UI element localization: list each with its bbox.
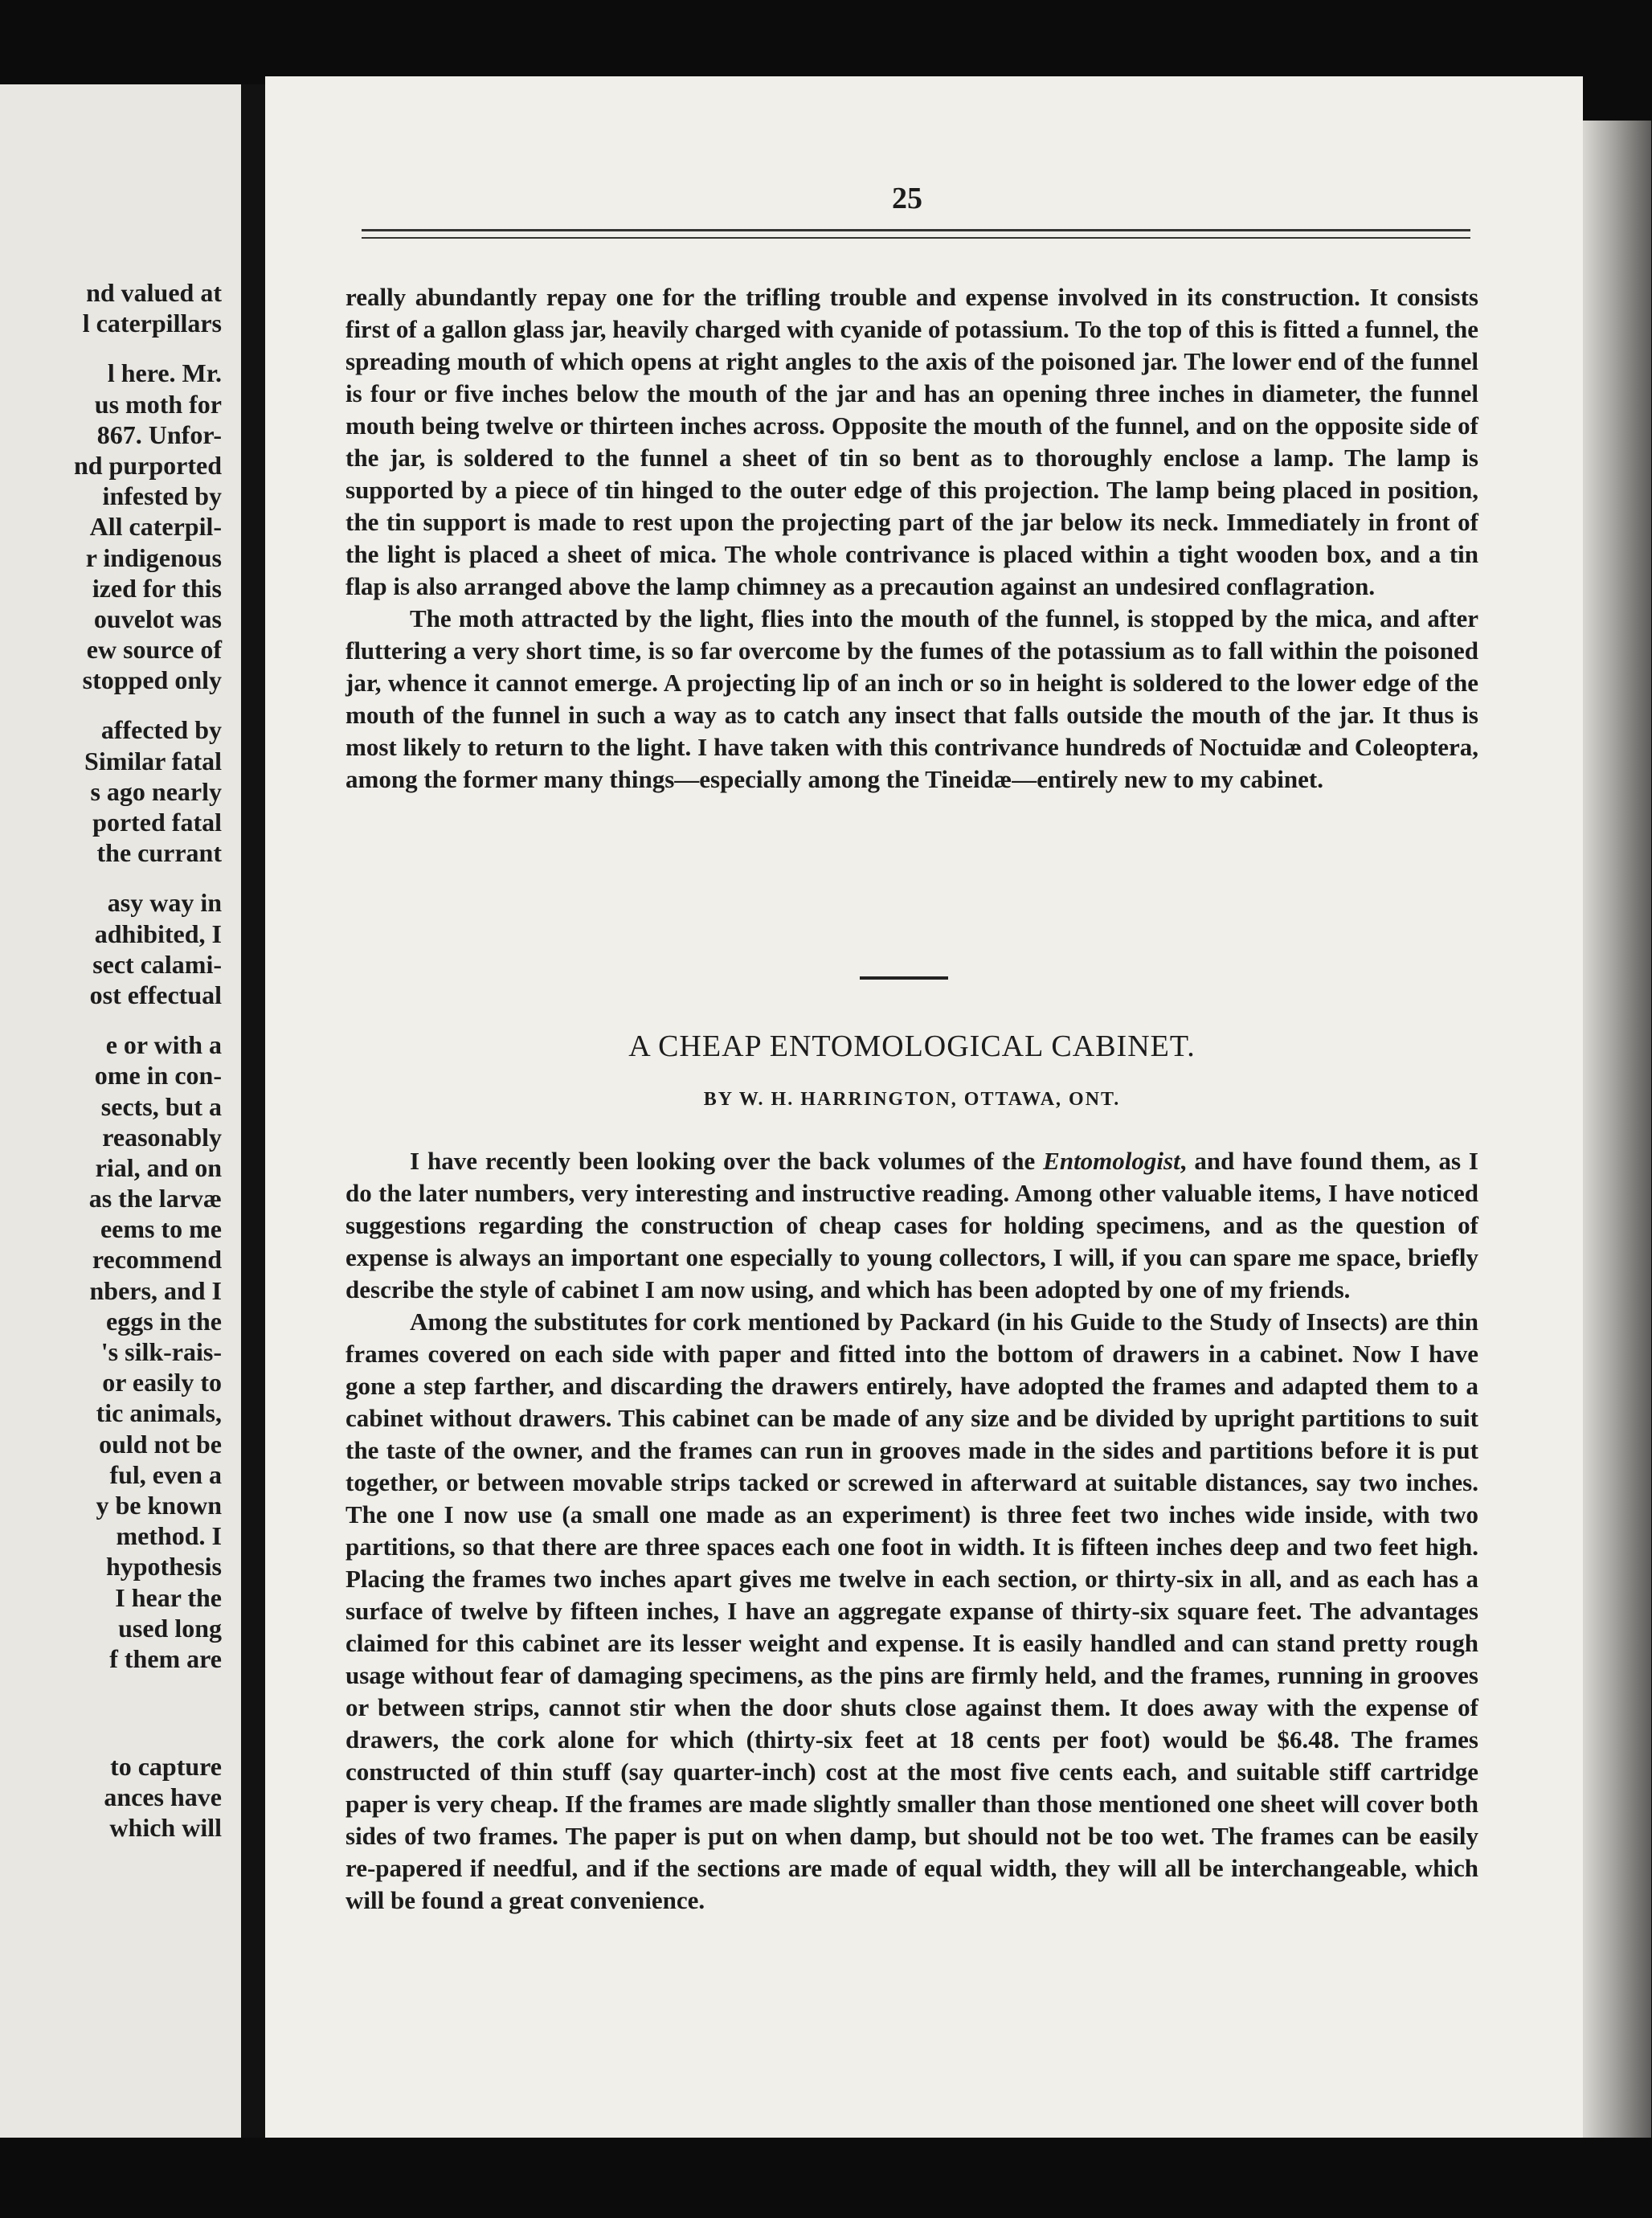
left-page-line [0, 1674, 222, 1693]
left-page-line: ew source of [86, 635, 222, 665]
left-page-line: ould not be [99, 1429, 222, 1459]
left-page-line: nd valued at [86, 278, 222, 307]
left-page-line: asy way in [107, 888, 222, 918]
left-page-line: s ago nearly [90, 776, 222, 806]
left-page-line: l caterpillars [82, 309, 222, 338]
left-page-line: l here. Mr. [107, 358, 222, 388]
left-page-line: affected by [100, 715, 222, 745]
left-page-line: us moth for [94, 389, 222, 419]
left-page-line: y be known [96, 1490, 222, 1520]
left-page-line: ported fatal [92, 808, 222, 837]
left-page-line: ances have [104, 1782, 222, 1812]
left-page-line: tic animals, [96, 1398, 222, 1428]
left-page-line: ful, even a [109, 1459, 222, 1489]
page-number: 25 [892, 182, 922, 215]
left-page [0, 84, 247, 2138]
left-page-line [0, 1693, 222, 1713]
left-page-line: nbers, and I [89, 1275, 222, 1305]
left-page-line: reasonably [102, 1122, 222, 1152]
journal-title: Entomologist [1043, 1147, 1180, 1175]
left-page-line: Similar fatal [84, 746, 222, 775]
left-page-line: as the larvæ [88, 1184, 222, 1213]
left-page-line: 867. Unfor- [96, 419, 222, 449]
left-page-line: ouvelot was [93, 604, 222, 633]
left-page-line: ost effectual [89, 980, 222, 1009]
left-page-line: I hear the [115, 1582, 222, 1612]
left-page-line [0, 868, 222, 887]
header-rule [362, 229, 1470, 231]
header-rule-secondary [362, 237, 1470, 239]
left-page-line [0, 1713, 222, 1732]
article-body [346, 1145, 1478, 1917]
right-page [265, 76, 1583, 2138]
left-page-line: eggs in the [106, 1306, 222, 1336]
left-page-line: to capture [110, 1752, 222, 1782]
left-page-line: rial, and on [95, 1152, 222, 1182]
first-section [346, 281, 1478, 796]
left-page-line: adhibited, I [94, 919, 222, 948]
left-page-line [0, 338, 222, 358]
left-page-line: r indigenous [85, 542, 222, 572]
left-page-line: f them are [109, 1643, 222, 1673]
paragraph: really abundantly repay one for the trifling trouble and expense involved in its construction. It consists first of a gallon glass jar, heavily charged with cyanide of potassium. To the top of this is fitted a funnel, the spreading mouth of which opens at right angles to the axis of the poisoned jar. The lower end of the funnel is four or five inches below the mouth of the jar and has an opening three inches in diameter, the funnel mouth being twelve or thirteen inches across. Opposite the mouth of the funnel, and on the opposite side of the jar, is soldered to the funnel a sheet of tin so bent as to thoroughly enclose a lamp. The lamp is supported by a piece of tin hinged to the outer edge of this projection. The lamp being placed in position, the tin support is made to rest upon the projecting part of the jar below its neck. Immediately in front of the light is placed a sheet of mica. The whole contrivance is placed within a tight wooden box, and a tin flap is also arranged above the lamp chimney as a precaution against an undesired conflagration. [346, 283, 1478, 600]
article-byline: BY W. H. HARRINGTON, OTTAWA, ONT. [703, 1089, 1121, 1110]
left-page-line: infested by [102, 481, 222, 511]
left-page-text [0, 277, 222, 1844]
left-page-line [0, 1732, 222, 1751]
paragraph: The moth attracted by the light, flies into the mouth of the funnel, is stopped by the mica, and after fluttering a very short time, is so far overcome by the fumes of the potassium as to fall within the poisoned jar, whence it cannot emerge. A projecting lip of an inch or so in height is soldered to the lower edge of the mouth of the funnel in such a way as to catch any insect that falls outside the mouth of the jar. It thus is most likely to return to the light. I have taken with this contrivance hundreds of Noctuidæ and Coleoptera, among the former many things—especially among the Tineidæ—entirely new to my cabinet. [346, 604, 1478, 793]
section-divider [860, 976, 948, 980]
left-page-line: recommend [92, 1245, 222, 1275]
left-page-line: nd purported [73, 450, 222, 480]
left-page-line: eems to me [100, 1214, 222, 1244]
left-page-line: sects, but a [100, 1091, 222, 1121]
left-page-line: which will [109, 1813, 222, 1843]
paragraph [346, 1145, 1478, 1306]
left-page-line: sect calami- [92, 949, 222, 979]
left-page-line: or easily to [102, 1368, 222, 1398]
article-title: A CHEAP ENTOMOLOGICAL CABINET. [628, 1029, 1196, 1063]
left-page-line [0, 1010, 222, 1029]
left-page-line: ome in con- [94, 1061, 222, 1091]
left-page-line: used long [118, 1613, 222, 1643]
paragraph-text: I have recently been looking over the back volumes of the [410, 1147, 1044, 1175]
left-page-line: All caterpil- [89, 512, 222, 542]
left-page-line: method. I [116, 1521, 222, 1551]
left-page-line: stopped only [82, 665, 222, 695]
left-page-line: e or with a [105, 1030, 222, 1060]
left-page-line: the currant [96, 838, 222, 868]
paragraph: Among the substitutes for cork mentioned by Packard (in his Guide to the Study of Insects) are thin frames covered on each side with paper and fitted into the bottom of drawers in a cabinet. Now I have gone a step farther, and discarding the drawers entirely, have adopted the frames and adapted them to a cabinet without drawers. This cabinet can be made of any size and be divided by upright partitions to suit the taste of the owner, and the frames can run in grooves made in the sides and partitions before it is put together, or between movable strips tacked or screwed in afterward at suitable distances, say two inches. The one I now use (a small one made as an experiment) is three feet two inches wide inside, with two partitions, so that there are three spaces each one foot in width. It is fifteen inches deep and two feet high. Placing the frames two inches apart gives me twelve in each section, or thirty-six in all, and as each has a surface of twelve by fifteen inches, I have an aggregate expanse of thirty-six square feet. The advantages claimed for this cabinet are its lesser weight and expense. It is easily handled and can stand pretty rough usage without fear of damaging specimens, as the pins are firmly held, and the frames, running in grooves or between strips, cannot stir when the door shuts close against them. It does away with the expense of drawers, the cork alone for which (thirty-six feet at 18 cents per foot) would be $6.48. The frames constructed of thin stuff (say quarter-inch) cost at the most five cents each, and suitable stiff cartridge paper is very cheap. If the frames are made slightly smaller than those mentioned one sheet will cover both sides of two frames. The paper is put on when damp, but should not be too wet. The frames can be easily re-papered if needful, and if the sections are made of equal width, they will all be interchangeable, which will be found a great convenience. [346, 1307, 1478, 1914]
left-page-line [0, 695, 222, 714]
left-page-line: ized for this [92, 573, 222, 603]
left-page-line: hypothesis [105, 1552, 222, 1582]
paragraph-text: , and have found them, as I do the later numbers, very interesting and instructive reading. Among other valuable items, I have noticed suggestions regarding the construction of cheap cases for holding specimens, and as the question of expense is always an important one especially to young collectors, I will, if you can spare me space, briefly describe the style of cabinet I am now using, and which has been adopted by one of my friends. [346, 1147, 1478, 1303]
left-page-line: 's silk-rais- [100, 1337, 222, 1366]
